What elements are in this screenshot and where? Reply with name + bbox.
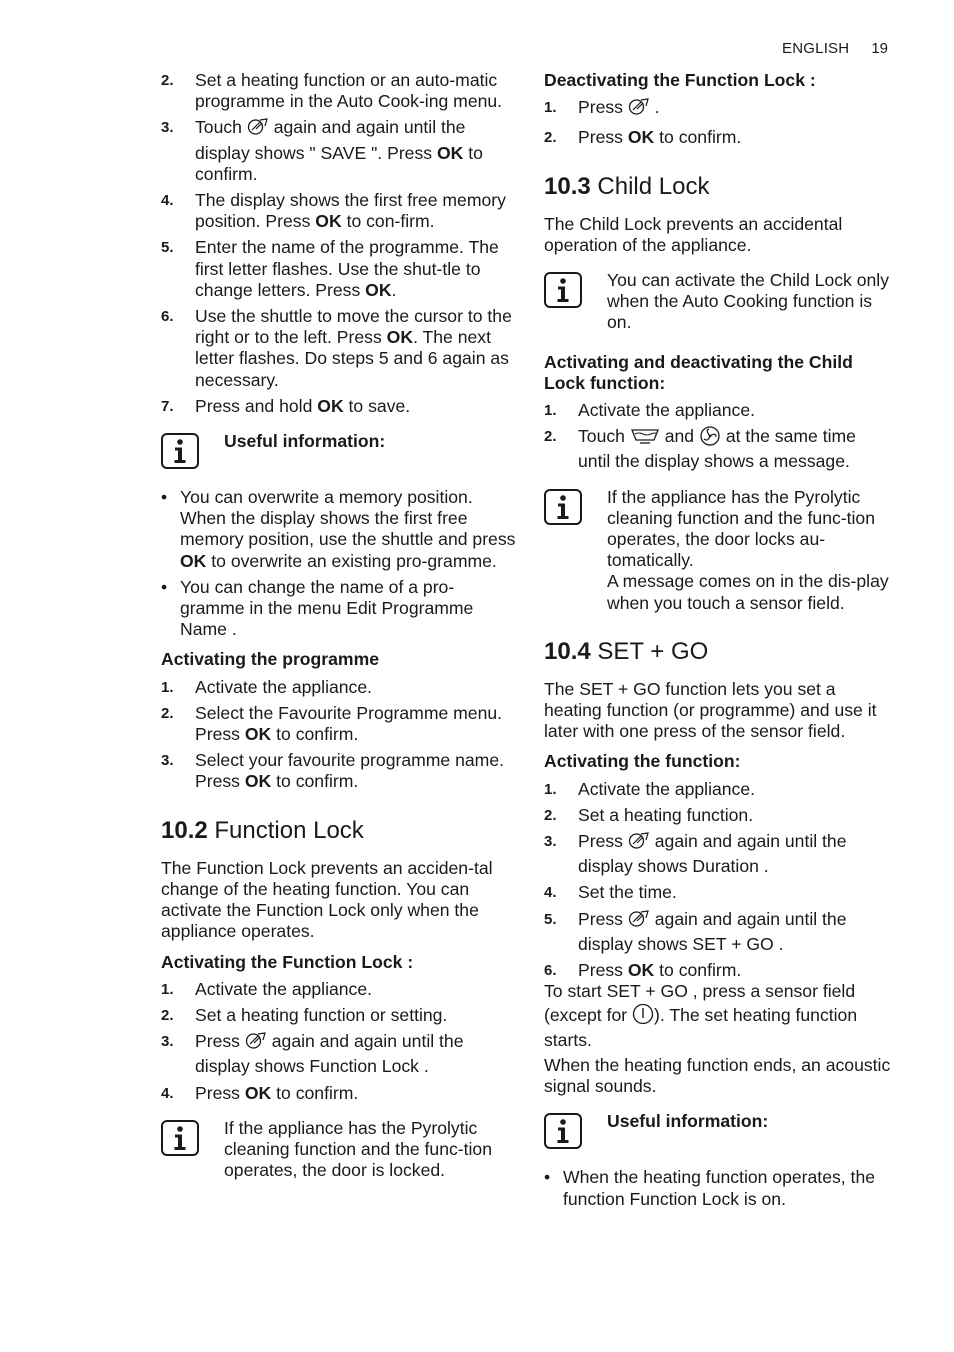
subheading-activating-function-lock: Activating the Function Lock : bbox=[161, 951, 414, 972]
key-favourite-icon bbox=[628, 909, 650, 934]
list-item: 4. The display shows the first free memory position. Press OK to con-firm. bbox=[161, 190, 506, 232]
subheading-activating-function: Activating the function: bbox=[544, 751, 741, 772]
function-lock-intro: The Function Lock prevents an acciden-tal change of the heating function. You can activate the Function Lock only when the appliance operates. bbox=[161, 857, 493, 942]
list-item: 1. Activate the appliance. bbox=[544, 778, 756, 799]
list-item: 7. Press and hold OK to save. bbox=[161, 395, 411, 416]
list-item: 5. Enter the name of the programme. The first letter flashes. Use the shut-tle to change letters. Press OK. bbox=[161, 237, 499, 300]
note-title: Useful information: bbox=[224, 431, 386, 452]
list-item: 6. Press OK to confirm. bbox=[544, 960, 742, 981]
list-item: 2. Set a heating function. bbox=[544, 804, 754, 825]
note-text: If the appliance has the Pyrolytic cleaning function and the func-tion operates, the door locks au-tomatically. bbox=[607, 486, 876, 571]
list-item: 3. Select your favourite programme name. Press OK to confirm. bbox=[161, 750, 505, 792]
set-go-intro: The SET + GO function lets you set a heating function (or programme) and use it later with one press of the sensor field. bbox=[544, 678, 877, 742]
info-note bbox=[544, 1111, 892, 1149]
list-item: 3. Press again and again until the display shows Function Lock . bbox=[161, 1031, 464, 1077]
section-heading-set-go: 10.4 SET + GO bbox=[544, 637, 709, 665]
info-note bbox=[161, 431, 516, 469]
section-heading-function-lock: 10.2 Function Lock bbox=[161, 816, 364, 844]
list-item: 6. Use the shuttle to move the cursor to the right or to the left. Press OK. The next letter flashes. Do steps 5 and 6 again as necessary. bbox=[161, 306, 512, 390]
list-item: 1. Press . bbox=[544, 97, 892, 122]
list-item: 5. Press again and again until the display shows SET + GO . bbox=[544, 908, 847, 954]
list-item: 2. Select the Favourite Programme menu. Press OK to confirm. bbox=[161, 702, 503, 745]
info-icon bbox=[544, 487, 607, 614]
key-favourite-icon bbox=[247, 117, 269, 142]
note-title: Useful information: bbox=[607, 1111, 769, 1132]
info-icon bbox=[544, 1111, 607, 1149]
info-note bbox=[161, 1118, 516, 1182]
page-number: 19 bbox=[871, 40, 888, 57]
list-item: • You can overwrite a memory position. When the display shows the first free memory position, use the shuttle and press OK to overwrite an existing pro-gramme. bbox=[161, 487, 516, 571]
child-lock-intro: The Child Lock prevents an accidental operation of the appliance. bbox=[544, 213, 843, 255]
subheading-deactivating-function-lock: Deactivating the Function Lock : bbox=[544, 70, 816, 90]
key-favourite-icon bbox=[628, 97, 650, 122]
subheading-activating-programme: Activating the programme bbox=[161, 649, 380, 670]
child-lock-steps bbox=[544, 400, 892, 473]
useful-info-list bbox=[544, 1167, 892, 1209]
fan-sensor-icon bbox=[699, 426, 721, 451]
list-item: 1. Activate the appliance. bbox=[544, 400, 756, 421]
oven-sensor-icon bbox=[630, 426, 660, 451]
list-item: 4. Set the time. bbox=[544, 882, 677, 903]
info-icon bbox=[161, 431, 224, 469]
list-item: 4. Press OK to confirm. bbox=[161, 1082, 359, 1103]
useful-info-list bbox=[161, 487, 516, 640]
note-text: A message comes on in the dis-play when you touch a sensor field. bbox=[607, 571, 889, 613]
save-programme-steps bbox=[161, 70, 516, 417]
list-item: 1. Activate the appliance. bbox=[161, 676, 373, 697]
power-icon bbox=[632, 1003, 654, 1030]
section-heading-child-lock: 10.3 Child Lock bbox=[544, 172, 710, 200]
right-column bbox=[544, 70, 892, 1215]
subheading-child-lock-function: Activating and deactivating the Child Lock function: bbox=[544, 351, 853, 393]
set-go-end-text: When the heating function ends, an acoustic signal sounds. bbox=[544, 1054, 891, 1097]
activating-programme-steps bbox=[161, 677, 516, 793]
list-item: 3. Touch again and again until the display shows " SAVE ". Press OK to confirm. bbox=[161, 117, 483, 184]
info-note bbox=[544, 487, 892, 614]
key-favourite-icon bbox=[628, 831, 650, 856]
list-item: 2. Set a heating function or an auto-matic programme in the Auto Cook-ing menu. bbox=[161, 70, 503, 112]
set-go-steps bbox=[544, 779, 892, 982]
list-item: 2. Press OK to confirm. bbox=[544, 127, 742, 148]
info-icon bbox=[161, 1118, 224, 1182]
list-item: • When the heating function operates, the function Function Lock is on. bbox=[544, 1167, 876, 1209]
list-item: • You can change the name of a pro-gramme in the menu Edit Programme Name . bbox=[161, 576, 474, 640]
info-icon bbox=[544, 270, 607, 334]
page-header bbox=[782, 38, 888, 59]
function-lock-steps bbox=[161, 979, 516, 1104]
info-note bbox=[544, 270, 892, 334]
set-go-start-text: To start SET + GO , press a sensor field (except for ). The set heating function starts. bbox=[544, 981, 858, 1050]
left-column bbox=[161, 70, 516, 1199]
list-item: 2. Set a heating function or setting. bbox=[161, 1004, 448, 1025]
list-item: 2. Touch and at the same time until the display shows a message. bbox=[544, 426, 856, 472]
list-item: 1. Activate the appliance. bbox=[161, 978, 373, 999]
key-favourite-icon bbox=[245, 1031, 267, 1056]
note-text: If the appliance has the Pyrolytic cleaning function and the func-tion operates, the door is locked. bbox=[224, 1117, 493, 1181]
deactivating-steps bbox=[544, 97, 892, 148]
list-item: 3. Press again and again until the display shows Duration . bbox=[544, 831, 847, 877]
note-text: You can activate the Child Lock only when the Auto Cooking function is on. bbox=[607, 270, 890, 333]
header-language: ENGLISH bbox=[782, 40, 850, 57]
